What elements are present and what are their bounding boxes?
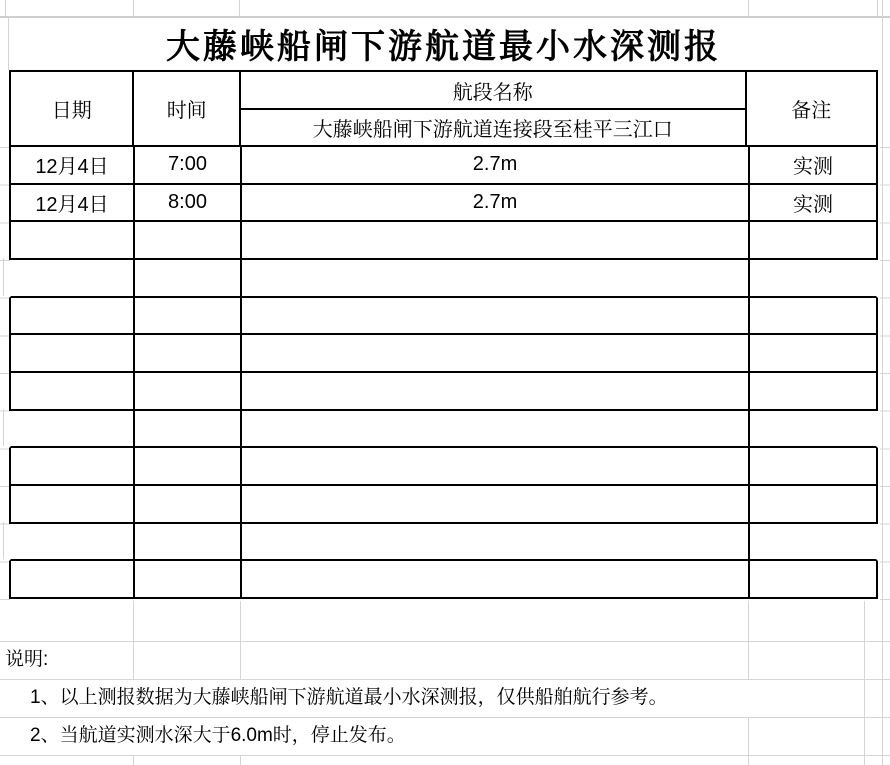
cell-time[interactable]	[135, 298, 242, 334]
cell-time[interactable]	[135, 373, 242, 409]
gridline-bottom-col3-a	[748, 601, 749, 679]
cell-remark[interactable]	[750, 524, 876, 560]
cell-date[interactable]: 12月4日	[11, 185, 135, 221]
cell-depth[interactable]	[242, 335, 750, 371]
cell-depth[interactable]	[242, 411, 750, 447]
gridline-bottom-col2-a	[240, 601, 241, 679]
header-section-sub-cell[interactable]: 大藤峡船闸下游航道连接段至桂平三江口	[312, 119, 673, 141]
gridline-bottom-col1-b	[133, 755, 134, 765]
gridline-bottom-col1-a	[133, 601, 134, 679]
cell-time[interactable]	[135, 486, 242, 522]
gridline-bottom-col2-b	[240, 755, 241, 765]
cell-date[interactable]	[11, 524, 135, 560]
table-row	[9, 448, 878, 486]
cell-date[interactable]	[11, 373, 135, 409]
cell-remark[interactable]	[750, 222, 876, 258]
note-item-2[interactable]: 2、当航道实测水深大于6.0m时，停止发布。	[30, 725, 406, 746]
gridline-top-col3	[748, 0, 749, 17]
gridline-right-stubs	[880, 147, 890, 601]
depth-report-table	[9, 70, 878, 599]
cell-date[interactable]	[11, 411, 135, 447]
cell-time[interactable]	[135, 411, 242, 447]
table-row	[9, 411, 878, 449]
cell-depth[interactable]: 2.7m	[242, 147, 750, 183]
cell-depth[interactable]	[242, 486, 750, 522]
cell-remark[interactable]	[750, 486, 876, 522]
cell-date[interactable]: 12月4日	[11, 147, 135, 183]
gridline-bottom-col3-b	[748, 717, 749, 765]
table-row	[9, 524, 878, 562]
cell-time[interactable]: 8:00	[135, 185, 242, 221]
cell-time[interactable]	[135, 524, 242, 560]
cell-depth[interactable]	[242, 524, 750, 560]
notes-label[interactable]: 说明:	[5, 649, 49, 670]
cell-date[interactable]	[11, 486, 135, 522]
cell-depth[interactable]: 2.7m	[242, 185, 750, 221]
table-row	[9, 185, 878, 223]
cell-remark[interactable]	[750, 298, 876, 334]
gridline-row-shuoming-top	[0, 641, 890, 642]
table-row	[9, 335, 878, 373]
cell-remark[interactable]	[750, 335, 876, 371]
table-row	[9, 561, 878, 599]
table-row	[9, 260, 878, 298]
header-section-group	[241, 72, 747, 145]
header-date-cell[interactable]: 日期	[11, 72, 134, 145]
cell-depth[interactable]	[242, 561, 750, 597]
cell-depth[interactable]	[242, 260, 750, 296]
cell-time[interactable]: 7:00	[135, 147, 242, 183]
cell-depth[interactable]	[242, 298, 750, 334]
cell-date[interactable]	[11, 561, 135, 597]
report-title[interactable]: 大藤峡船闸下游航道最小水深测报	[166, 28, 721, 66]
cell-time[interactable]	[135, 222, 242, 258]
cell-date[interactable]	[11, 260, 135, 296]
cell-depth[interactable]	[242, 222, 750, 258]
gridline-top-col4	[877, 0, 878, 17]
cell-remark[interactable]: 实测	[793, 193, 833, 216]
cell-depth[interactable]	[242, 373, 750, 409]
note-item-1[interactable]: 1、以上测报数据为大藤峡船闸下游航道最小水深测报，仅供船舶航行参考。	[30, 687, 668, 708]
cell-date[interactable]	[11, 448, 135, 484]
cell-remark[interactable]	[750, 373, 876, 409]
cell-remark[interactable]	[750, 411, 876, 447]
table-header-row	[9, 70, 878, 147]
table-row	[9, 222, 878, 260]
cell-time[interactable]	[135, 561, 242, 597]
cell-time[interactable]	[135, 448, 242, 484]
cell-time[interactable]	[135, 335, 242, 371]
cell-date[interactable]	[11, 222, 135, 258]
cell-time[interactable]	[135, 260, 242, 296]
table-row	[9, 298, 878, 336]
table-row	[9, 486, 878, 524]
cell-remark[interactable]: 实测	[793, 156, 833, 179]
cell-remark[interactable]	[750, 448, 876, 484]
header-remark-cell[interactable]: 备注	[791, 100, 832, 122]
table-row	[9, 147, 878, 185]
cell-remark[interactable]	[750, 260, 876, 296]
cell-date[interactable]	[11, 335, 135, 371]
header-section-cell[interactable]: 航段名称	[241, 72, 745, 110]
gridline-top-col2	[239, 0, 240, 17]
gridline-top-left	[5, 0, 6, 17]
cell-depth[interactable]	[242, 448, 750, 484]
cell-date[interactable]	[11, 298, 135, 334]
gridline-top-col1	[133, 0, 134, 17]
header-time-cell[interactable]: 时间	[134, 72, 241, 145]
gridline-row-note2-bottom	[0, 755, 890, 756]
gridline-bottom-col4	[864, 601, 865, 765]
table-row	[9, 373, 878, 411]
cell-remark[interactable]	[750, 561, 876, 597]
